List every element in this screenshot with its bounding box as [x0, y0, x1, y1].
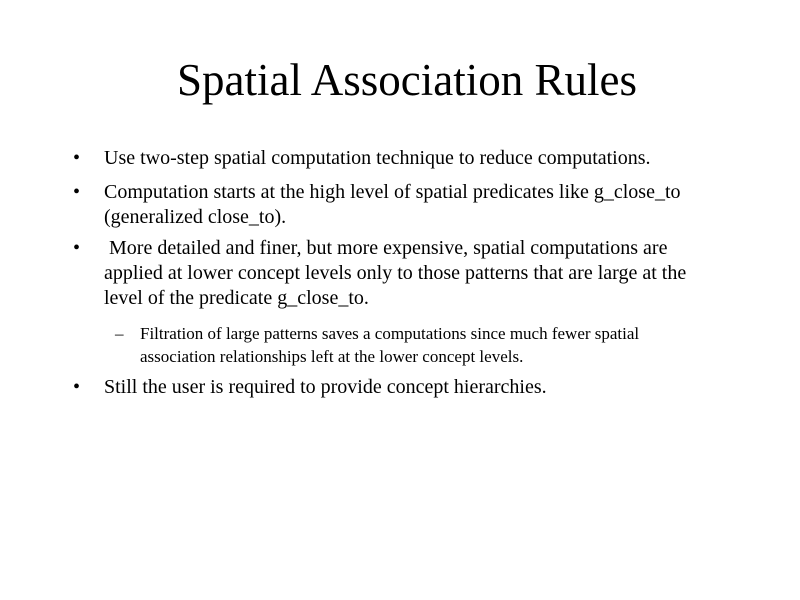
sub-bullet-marker: –: [115, 324, 124, 343]
bullet-marker: •: [73, 376, 81, 398]
bullet-text-line: (generalized close_to).: [104, 206, 287, 228]
bullet-text-line: Still the user is required to provide concept hierarchies.: [104, 376, 547, 398]
bullet-text-line: level of the predicate g_close_to.: [104, 287, 369, 309]
bullet-marker: •: [73, 181, 81, 203]
sub-bullet-text-line: Filtration of large patterns saves a computations since much fewer spatial: [140, 324, 640, 343]
sub-bullet-text-line: association relationships left at the lower concept levels.: [140, 347, 524, 366]
slide-title: Spatial Association Rules: [177, 55, 637, 105]
bullet-marker: •: [73, 237, 81, 259]
bullet-marker: •: [73, 147, 81, 169]
bullet-text-line: Use two-step spatial computation technique to reduce computations.: [104, 147, 651, 169]
bullet-text-line: applied at lower concept levels only to those patterns that are large at the: [104, 262, 687, 284]
bullet-text-line: Computation starts at the high level of spatial predicates like g_close_to: [104, 181, 681, 203]
bullet-text-line: More detailed and finer, but more expensive, spatial computations are: [104, 237, 668, 259]
